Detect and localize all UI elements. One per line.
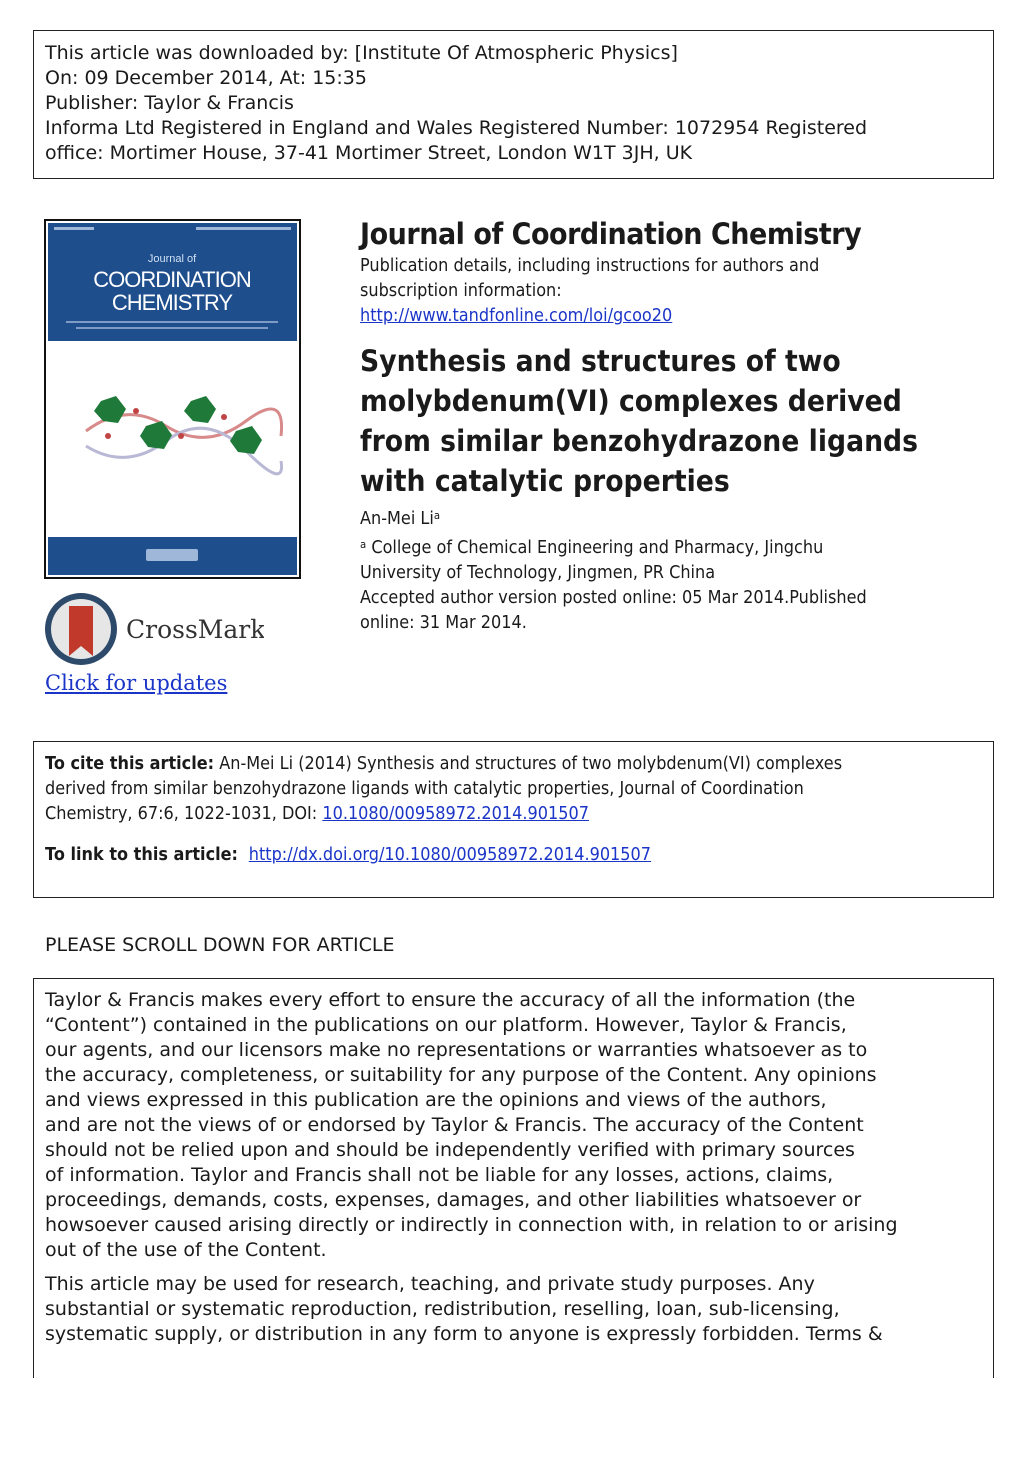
citation-box [33, 741, 994, 898]
author-name: An-Mei Li [360, 509, 434, 529]
affiliation-line: College of Chemical Engineering and Pharmacy, Jingchu [366, 538, 824, 558]
disclaimer-line: of information. Taylor and Francis shall not be liable for any losses, actions, claims, [45, 1164, 834, 1186]
download-line: Publisher: Taylor & Francis [45, 92, 294, 114]
disclaimer-line: proceedings, demands, costs, expenses, damages, and other liabilities whatsoever or [45, 1189, 862, 1211]
disclaimer-line: This article may be used for research, teaching, and private study purposes. Any [45, 1273, 815, 1295]
citation-line [45, 752, 974, 777]
disclaimer-paragraph [45, 988, 982, 1263]
cite-label: To cite this article: [45, 754, 215, 774]
scroll-down-note: PLEASE SCROLL DOWN FOR ARTICLE [45, 934, 395, 956]
author [360, 507, 940, 532]
disclaimer-line: and are not the views of or endorsed by Taylor & Francis. The accuracy of the Content [45, 1114, 864, 1136]
disclaimer-line: substantial or systematic reproduction, redistribution, reselling, loan, sub-licensing, [45, 1298, 840, 1320]
journal-cover [44, 219, 301, 579]
disclaimer-paragraph [45, 1272, 982, 1347]
cover-title-line1: COORDINATION [93, 267, 251, 292]
doi-link[interactable]: 10.1080/00958972.2014.901507 [322, 804, 589, 824]
disclaimer-line: should not be relied upon and should be independently verified with primary sources [45, 1139, 855, 1161]
article-url-link[interactable]: http://dx.doi.org/10.1080/00958972.2014.901507 [248, 845, 652, 865]
disclaimer-line: our agents, and our licensors make no representations or warranties whatsoever as to [45, 1039, 868, 1061]
disclaimer-box [33, 978, 994, 1378]
publication-details: subscription information: [360, 281, 562, 301]
disclaimer-line: the accuracy, completeness, or suitability for any purpose of the Content. Any opinions [45, 1064, 877, 1086]
publication-dates: online: 31 Mar 2014. [360, 613, 527, 633]
cover-journal-of: Journal of [147, 253, 197, 265]
article-link-line [45, 843, 974, 868]
cite-text: An-Mei Li (2014) Synthesis and structures of two molybdenum(VI) complexes [214, 754, 843, 774]
download-notice [33, 30, 994, 179]
author-sup: a [433, 509, 441, 522]
crossmark-label: CrossMark [126, 615, 264, 644]
publication-details: Publication details, including instructions for authors and [360, 256, 820, 276]
download-line: office: Mortimer House, 37-41 Mortimer Street, London W1T 3JH, UK [45, 142, 693, 164]
article-title-line: Synthesis and structures of two [360, 344, 841, 378]
cite-text: Chemistry, 67:6, 1022-1031, DOI: [45, 804, 323, 824]
download-line: Informa Ltd Registered in England and Wales Registered Number: 1072954 Registered [45, 117, 868, 139]
journal-url-link[interactable]: http://www.tandfonline.com/loi/gcoo20 [360, 306, 673, 326]
disclaimer-line: “Content”) contained in the publications on our platform. However, Taylor & Francis, [45, 1014, 847, 1036]
article-header [360, 214, 990, 636]
cover-title-line2: CHEMISTRY [111, 290, 233, 315]
download-line: This article was downloaded by: [Institute Of Atmospheric Physics] [45, 42, 678, 64]
publication-dates: Accepted author version posted online: 05 Mar 2014.Published [360, 588, 867, 608]
disclaimer-line: out of the use of the Content. [45, 1239, 327, 1261]
journal-cover-image [46, 221, 299, 577]
crossmark-icon [44, 590, 264, 668]
disclaimer-line: systematic supply, or distribution in any form to anyone is expressly forbidden. Terms & [45, 1323, 883, 1345]
article-title-line: with catalytic properties [360, 464, 730, 498]
article-title-line: molybdenum(VI) complexes derived [360, 384, 902, 418]
affiliation-line: University of Technology, Jingmen, PR China [360, 563, 716, 583]
affiliation [360, 536, 986, 561]
click-for-updates-link[interactable]: Click for updates [45, 671, 228, 695]
affiliation-sup: a [360, 538, 367, 551]
disclaimer-line: howsoever caused arising directly or indirectly in connection with, in relation to or arising [45, 1214, 898, 1236]
citation-line: derived from similar benzohydrazone ligands with catalytic properties, Journal of Coordination [45, 779, 804, 799]
journal-title: Journal of Coordination Chemistry [360, 217, 862, 251]
citation-line [45, 802, 974, 827]
download-line: On: 09 December 2014, At: 15:35 [45, 67, 367, 89]
disclaimer-line: Taylor & Francis makes every effort to ensure the accuracy of all the information (the [45, 989, 856, 1011]
crossmark-badge[interactable] [44, 590, 264, 668]
article-title-line: from similar benzohydrazone ligands [360, 424, 919, 458]
link-label: To link to this article: [45, 845, 244, 865]
disclaimer-line: and views expressed in this publication are the opinions and views of the authors, [45, 1089, 827, 1111]
article-title [360, 341, 986, 501]
